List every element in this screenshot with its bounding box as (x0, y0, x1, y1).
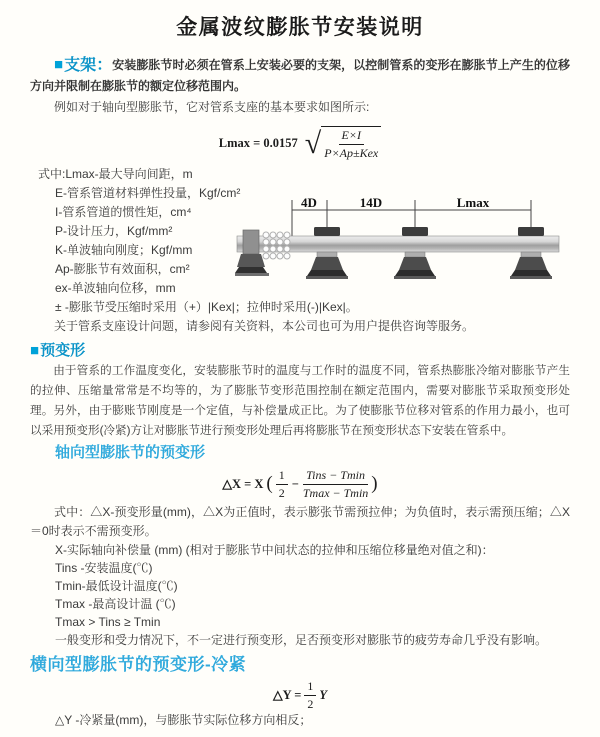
support-intro-paragraph (30, 54, 570, 97)
preform-heading-text: 预变形 (40, 342, 86, 359)
symbol-definitions-block (30, 165, 570, 317)
definition-line: Ap-膨胀节有效面积，cm² (55, 262, 190, 276)
support-intro-text: 安装膨胀节时必须在管系上安装必要的支架，以控制管系的变形在膨胀节上产生的位移方向并限制在膨胀节的额定位移范围内。 (30, 58, 570, 93)
definition-line: K-单波轴向刚度；Kgf/mm (55, 243, 193, 257)
dimension-label-14d: 14D (359, 196, 383, 210)
lmax-formula-lhs: Lmax = 0.0157 (218, 135, 298, 150)
axial-definition-line: Tins -安装温度(℃) (55, 561, 153, 575)
lateral-formula-lhs: △Y = (272, 688, 302, 702)
lateral-preform-formula (30, 678, 570, 711)
temperature-numerator: Tins − Tmin (303, 468, 368, 485)
guide-support (306, 227, 348, 279)
axial-preform-heading: 轴向型膨胀节的预变形 (55, 444, 206, 461)
lmax-formula-denominator: P×Ap±Kex (324, 145, 379, 160)
support-example-line: 例如对于轴向型膨胀节，它对管系支座的基本要求如图所示: (54, 100, 370, 114)
definition-line: ex-单波轴向位移，mm (55, 281, 176, 295)
radical-sign-icon: √ (304, 127, 322, 160)
axial-definition-line: 一般变形和受力情况下，不一定进行预变形，足否预变形对膨胀节的疲劳寿命几乎没有影响。 (55, 633, 548, 647)
page-title: 金属波纹膨胀节安装说明 (176, 16, 424, 39)
guide-support (394, 227, 436, 279)
lmax-formula (30, 123, 570, 163)
axial-definition-line: Tmin-最低设计温度(℃) (55, 579, 178, 593)
close-paren: ) (371, 472, 378, 494)
section-bullet-icon: ■ (54, 56, 64, 73)
definition-line: 式中:Lmax-最大导向间距，m (38, 167, 193, 181)
axial-formula-lhs: △X = X (222, 477, 264, 491)
minus-sign: − (291, 476, 299, 491)
guide-support (510, 227, 552, 279)
lateral-denominator: 2 (307, 696, 314, 711)
lateral-numerator: 1 (304, 679, 316, 696)
axial-preform-formula (30, 467, 570, 501)
temperature-denominator: Tmax − Tmin (302, 485, 369, 500)
preform-section-heading (30, 341, 570, 361)
lmax-formula-numerator: E×I (339, 128, 364, 145)
dimension-label-lmax: Lmax (456, 196, 490, 210)
dimension-label-4d: 4D (301, 196, 317, 210)
section-bullet-icon: ■ (30, 342, 40, 359)
definition-line: ± -膨胀节受压缩时采用（+）|Kex|；拉伸时采用(-)|Kex|。 (55, 300, 358, 314)
axial-definition-line: Tmax -最高设计温 (℃) (55, 597, 176, 611)
definition-line: P-设计压力，Kgf/mm² (55, 224, 173, 238)
pipe-support-diagram (235, 196, 595, 292)
lateral-preform-heading: 横向型膨胀节的预变形-冷紧 (30, 655, 247, 674)
support-section-heading: 支架： (64, 57, 113, 74)
half-denominator: 2 (278, 485, 285, 500)
lateral-formula-rhs: Y (319, 687, 328, 702)
axial-definition-line: Tmax > Tins ≥ Tmin (55, 615, 161, 629)
open-paren: ( (266, 472, 273, 494)
half-numerator: 1 (276, 468, 288, 485)
definition-line: E-管系管道材料弹性投量，Kgf/cm² (55, 186, 241, 200)
axial-definition-line: X-实际轴向补偿量 (mm) (相对于膨胀节中间状态的拉伸和压缩位移量绝对值之和)： (55, 543, 494, 557)
lmax-formula-root (321, 126, 381, 161)
consult-note: 关于管系支座设计问题，请参阅有关资料，本公司也可为用户提供咨询等服务。 (54, 319, 475, 333)
definition-line: I-管系管道的惯性矩，cm⁴ (55, 205, 192, 219)
lateral-note: △Y -冷紧量(mm)，与膨胀节实际位移方向相反； (55, 713, 312, 727)
axial-formula-explanation: 式中：△X-预变形量(mm)，△X为正值时，表示膨张节需预拉伸；为负值时，表示需预压缩；△X＝0时表示不需预变形。 (30, 505, 570, 538)
preform-paragraph: 由于管系的工作温度变化，安装膨胀节时的温度与工作时的温度不同，管系热膨胀冷缩对膨胀节产生的拉伸、压缩量常常是不均等的，为了膨胀节变形范围控制在额定范围内，需要对膨胀节采取预变形处理。另外，由于膨账节刚度是一个定值，与补偿量成正比。为了使膨胀节位移对管系的作用力最小，也可以采用预变形(冷紧)方让对膨胀节进行预变形处理后再将膨胀节在预变形状态下安装在管系中。 (30, 364, 570, 437)
